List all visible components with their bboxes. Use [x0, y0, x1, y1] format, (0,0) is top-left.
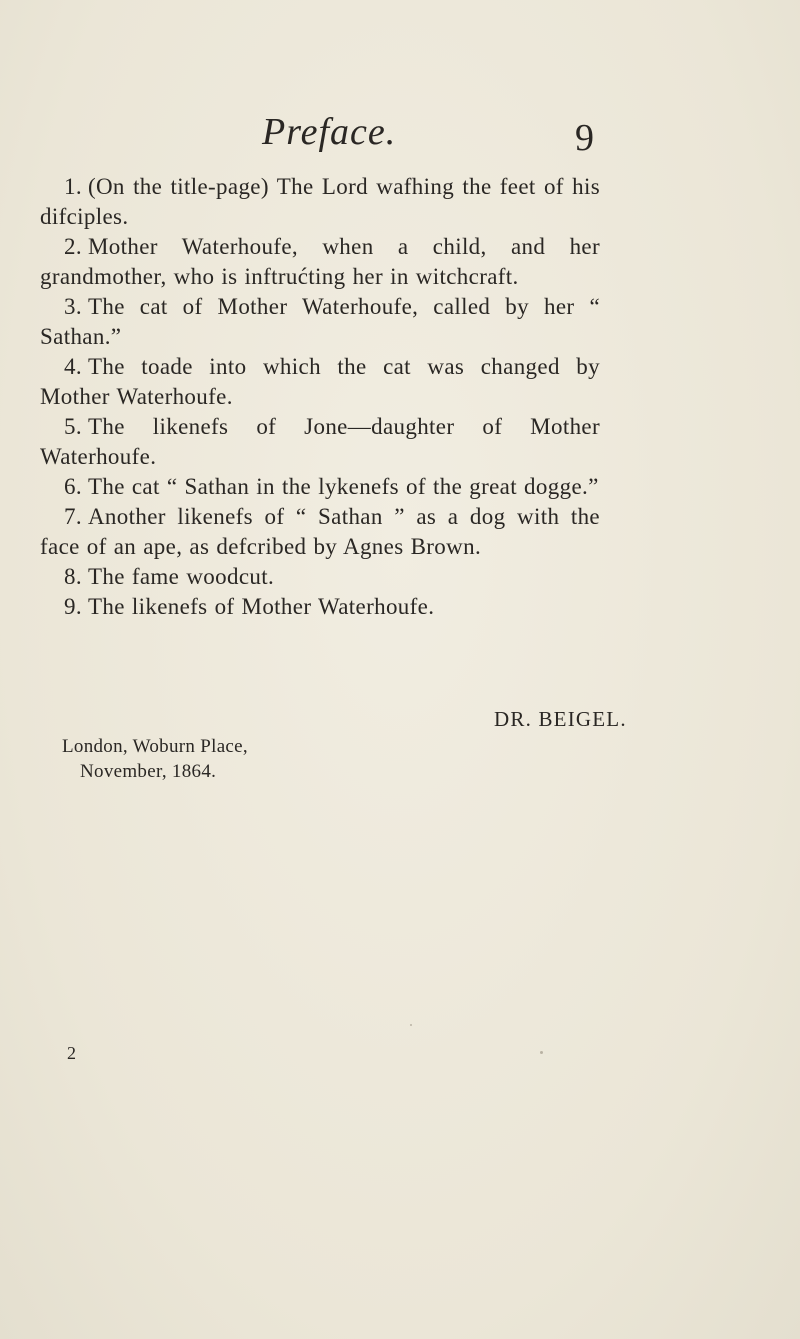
item-text: The fame woodcut. — [87, 564, 275, 589]
list-item — [40, 562, 600, 592]
list-item — [40, 172, 600, 232]
list-item — [40, 592, 600, 622]
place-and-date — [62, 734, 248, 784]
list-item — [40, 472, 600, 502]
date-line: November, 1864. — [80, 761, 217, 782]
item-number: 9. — [64, 594, 82, 619]
page-title: Preface. — [262, 111, 397, 153]
list-item — [40, 232, 600, 292]
item-number: 1. — [64, 174, 82, 199]
list-item — [40, 412, 600, 472]
item-number: 5. — [64, 414, 82, 439]
item-text: The toade into which the cat was changed by Mother Waterhoufe. — [40, 354, 600, 409]
running-head — [0, 112, 800, 162]
item-text: The cat “ Sathan in the lykenefs of the great dogge.” — [87, 474, 599, 499]
item-number: 4. — [64, 354, 82, 379]
item-number: 3. — [64, 294, 82, 319]
item-number: 7. — [64, 504, 82, 529]
paper-speck — [540, 1051, 543, 1054]
paper-speck — [410, 1024, 412, 1026]
item-number: 8. — [64, 564, 82, 589]
item-number: 2. — [64, 234, 82, 259]
item-text: The cat of Mother Waterhoufe, called by her “ Sathan.” — [40, 294, 600, 349]
list-item — [40, 352, 600, 412]
list-item — [40, 502, 600, 562]
printer-signature-mark: 2 — [67, 1043, 76, 1063]
page-number: 9 — [575, 117, 594, 159]
item-text: Another likenefs of “ Sathan ” as a dog with the face of an ape, as defcribed by Agnes Brown. — [40, 504, 600, 559]
item-text: The likenefs of Jone—daughter of Mother Waterhoufe. — [40, 414, 600, 469]
item-text: The likenefs of Mother Waterhoufe. — [87, 594, 435, 619]
item-text: (On the title-page) The Lord wafhing the feet of his difciples. — [40, 174, 600, 229]
item-text: Mother Waterhoufe, when a child, and her grandmother, who is inftrućting her in witchcraft. — [40, 234, 600, 289]
illustration-list — [40, 172, 600, 622]
item-number: 6. — [64, 474, 82, 499]
list-item — [40, 292, 600, 352]
place-line: London, Woburn Place, — [62, 736, 248, 757]
author-signature: DR. BEIGEL. — [494, 707, 627, 731]
